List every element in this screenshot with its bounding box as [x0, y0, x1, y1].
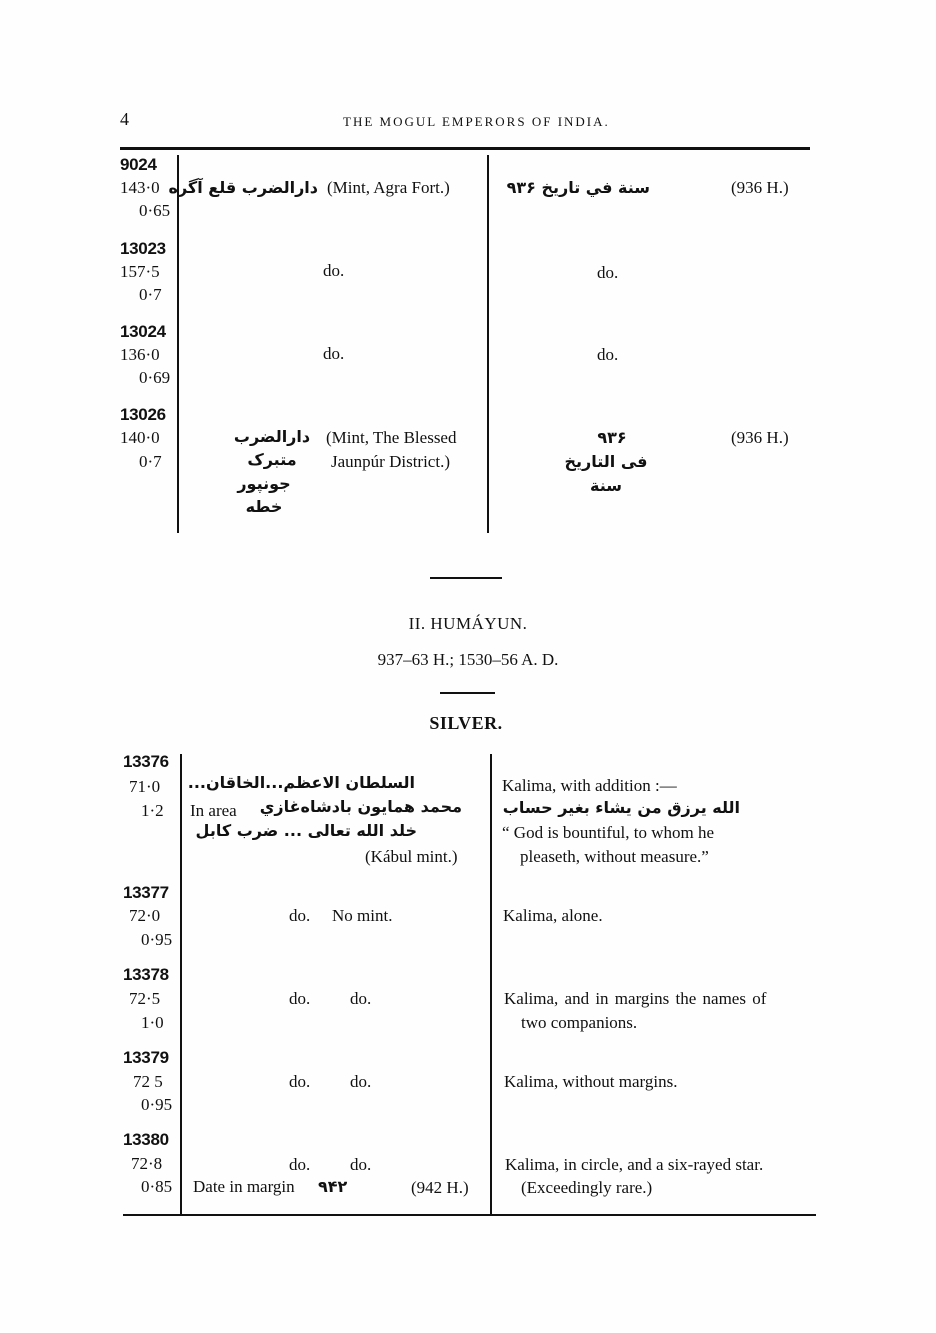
obverse-ditto: do. [289, 906, 311, 925]
obverse-note: No mint. [332, 906, 393, 925]
coin-id: 13376 [123, 752, 169, 771]
coin-size: 1·0 [141, 1013, 164, 1032]
coin-weight: 72·0 [129, 906, 161, 925]
reverse-text: Kalima, in circle, and a six-rayed star. [505, 1155, 764, 1174]
upper-table-col-divider-2 [487, 155, 489, 533]
coin-id: 9024 [120, 155, 157, 174]
coin-weight: 72 5 [133, 1072, 163, 1091]
obverse-arabic: دارالضرب [233, 427, 311, 446]
coin-id: 13380 [123, 1130, 169, 1149]
coin-size: 0·7 [139, 452, 162, 471]
upper-table-top-rule [120, 147, 810, 150]
coin-id: 13377 [123, 883, 169, 902]
coin-weight: 140·0 [120, 428, 160, 447]
coin-id: 13023 [120, 239, 166, 258]
obverse-note: do. [350, 1155, 372, 1174]
reverse-text: Kalima, and in margins the names of [504, 989, 767, 1008]
obverse-arabic: محمد همايون بادشاه‌غازي [259, 797, 462, 816]
obverse-arabic: السلطان الاعظم...الخاقان... [187, 773, 415, 792]
obverse-arabic: خلد الله تعالی ... ضرب کابل [195, 821, 417, 840]
lower-table-col-divider-1 [180, 754, 182, 1214]
obverse-date-arabic: ۹۴۲ [318, 1177, 348, 1196]
coin-id: 13024 [120, 322, 166, 341]
reverse-text: Kalima, without margins. [504, 1072, 678, 1091]
coin-weight: 136·0 [120, 345, 160, 364]
coin-id: 13378 [123, 965, 169, 984]
reverse-ditto: do. [597, 263, 619, 282]
coin-weight: 143·0 [120, 178, 160, 197]
reverse-text: pleaseth, without measure.” [520, 847, 709, 866]
obverse-date-hijri: (942 H.) [411, 1178, 469, 1197]
obverse-area-label: In area [190, 801, 237, 820]
lower-table-bottom-rule [123, 1214, 816, 1216]
reverse-text: two companions. [521, 1013, 638, 1032]
obverse-arabic: دارالضرب قلع آگره [168, 178, 318, 197]
coin-size: 0·95 [141, 1095, 173, 1114]
coin-id: 13026 [120, 405, 166, 424]
reverse-arabic: الله يرزق من يشاء بغير حساب [502, 798, 740, 817]
coin-size: 0·95 [141, 930, 173, 949]
section-heading: II. HUMÁYUN. [408, 614, 528, 633]
coin-weight: 71·0 [129, 777, 161, 796]
reverse-arabic: سنة في تاريخ ۹۳۶ [506, 178, 650, 197]
obverse-date-label: Date in margin [193, 1177, 295, 1196]
reverse-text: Kalima, with addition :— [502, 776, 677, 795]
coin-size: 1·2 [141, 801, 164, 820]
obverse-arabic: جونپور [237, 474, 291, 493]
obverse-arabic: خطه [245, 497, 283, 516]
upper-table-col-divider-1 [177, 155, 179, 533]
coin-size: 0·69 [139, 368, 171, 387]
coin-size: 0·7 [139, 285, 162, 304]
obverse-mint: Jaunpúr District.) [331, 452, 450, 471]
obverse-ditto: do. [289, 989, 311, 1008]
obverse-ditto: do. [289, 1155, 311, 1174]
reverse-ditto: do. [597, 345, 619, 364]
coin-weight: 157·5 [120, 262, 160, 281]
reverse-text: “ God is bountiful, to whom he [502, 823, 715, 842]
reverse-arabic: سنة [590, 476, 622, 495]
obverse-mint: (Mint, The Blessed [326, 428, 457, 447]
lower-table-col-divider-2 [490, 754, 492, 1214]
reverse-text: Kalima, alone. [503, 906, 603, 925]
obverse-note: do. [350, 1072, 372, 1091]
reverse-date: (936 H.) [731, 178, 789, 197]
metal-heading: SILVER. [429, 713, 503, 733]
coin-id: 13379 [123, 1048, 169, 1067]
section-dates: 937–63 H.; 1530–56 A. D. [377, 650, 559, 669]
page-number: 4 [120, 109, 129, 129]
reverse-arabic: ۹۳۶ [597, 428, 627, 447]
reverse-text: (Exceedingly rare.) [521, 1178, 653, 1197]
obverse-ditto: do. [289, 1072, 311, 1091]
coin-weight: 72·8 [131, 1154, 163, 1173]
reverse-arabic: فی التاریخ [564, 452, 648, 471]
obverse-ditto: do. [323, 261, 345, 280]
coin-size: 0·65 [139, 201, 171, 220]
obverse-mint: (Mint, Agra Fort.) [327, 178, 450, 197]
section-divider [440, 692, 495, 694]
coin-size: 0·85 [141, 1177, 173, 1196]
obverse-ditto: do. [323, 344, 345, 363]
obverse-note: do. [350, 989, 372, 1008]
running-title: THE MOGUL EMPERORS OF INDIA. [343, 114, 610, 129]
obverse-arabic: متبرک [247, 450, 297, 469]
obverse-mint: (Kábul mint.) [365, 847, 458, 866]
reverse-date: (936 H.) [731, 428, 789, 447]
section-divider [430, 577, 502, 579]
coin-weight: 72·5 [129, 989, 161, 1008]
